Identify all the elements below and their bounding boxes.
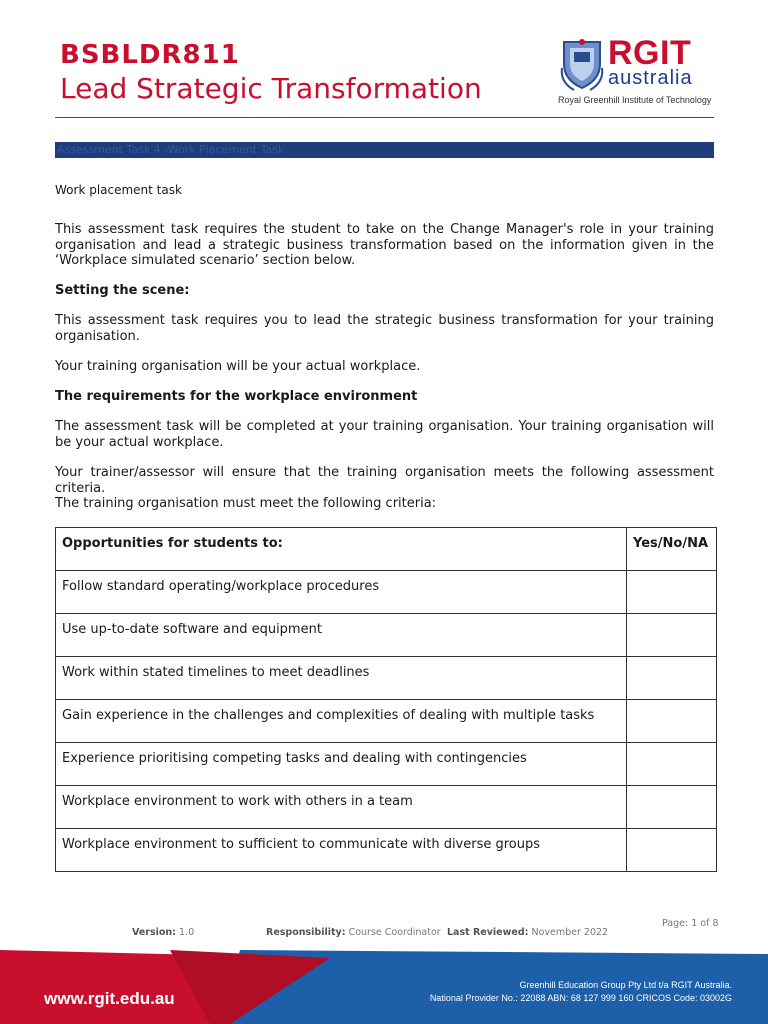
answer-cell[interactable]	[627, 571, 717, 614]
answer-cell[interactable]	[627, 829, 717, 872]
logo-subword: australia	[608, 67, 693, 89]
criterion-cell: Gain experience in the challenges and complexities of dealing with multiple tasks	[56, 700, 627, 743]
section-bar	[55, 142, 714, 158]
website-link[interactable]: www.rgit.edu.au	[44, 989, 175, 1008]
crest-icon	[560, 38, 604, 92]
section-bar-label: Assessment Task 4 -Work Placement Task	[57, 143, 285, 156]
criterion-cell: Work within stated timelines to meet deadlines	[56, 657, 627, 700]
header-opportunities: Opportunities for students to:	[56, 528, 627, 571]
version-value: 1.0	[179, 927, 195, 938]
answer-cell[interactable]	[627, 657, 717, 700]
answer-cell[interactable]	[627, 743, 717, 786]
requirements-paragraph-3: The training organisation must meet the following criteria:	[55, 496, 437, 511]
table-row	[56, 700, 717, 743]
criterion-cell: Follow standard operating/workplace procedures	[56, 571, 627, 614]
criterion-cell: Workplace environment to sufficient to communicate with diverse groups	[56, 829, 627, 872]
responsibility-value: Course Coordinator	[348, 927, 441, 938]
table-row	[56, 829, 717, 872]
table-row	[56, 571, 717, 614]
scene-heading: Setting the scene:	[55, 283, 190, 298]
org-line-2: National Provider No.: 22088 ABN: 68 127 999 160 CRICOS Code: 03002G	[429, 993, 732, 1003]
logo-tagline: Royal Greenhill Institute of Technology	[558, 95, 712, 105]
org-line-1: Greenhill Education Group Pty Ltd t/a RGIT Australia.	[519, 980, 732, 990]
version-label: Version:	[132, 927, 176, 938]
requirements-paragraph-2: Your trainer/assessor will ensure that the training organisation meets the following assessment criteria.	[55, 465, 714, 496]
header-rule	[55, 117, 714, 118]
header-yes-no-na: Yes/No/NA	[627, 528, 717, 571]
answer-cell[interactable]	[627, 700, 717, 743]
answer-cell[interactable]	[627, 786, 717, 829]
page-number: Page: 1 of 8	[662, 918, 719, 929]
unit-code: BSBLDR811	[60, 40, 240, 70]
table-row	[56, 614, 717, 657]
criterion-cell: Use up-to-date software and equipment	[56, 614, 627, 657]
criteria-table	[55, 527, 717, 872]
footer-last-reviewed	[447, 927, 608, 938]
responsibility-label: Responsibility:	[266, 927, 346, 938]
task-heading: Work placement task	[55, 183, 182, 197]
table-header-row	[56, 528, 717, 571]
scene-paragraph-1: This assessment task requires you to lead the strategic business transformation for your training organisation.	[55, 313, 714, 344]
footer-version	[132, 927, 194, 938]
logo-wordmark: RGIT	[608, 34, 692, 72]
scene-paragraph-2: Your training organisation will be your actual workplace.	[55, 359, 421, 374]
unit-title: Lead Strategic Transformation	[60, 72, 482, 105]
criterion-cell: Experience prioritising competing tasks and dealing with contingencies	[56, 743, 627, 786]
rgit-logo	[556, 34, 716, 108]
intro-paragraph: This assessment task requires the student to take on the Change Manager's role in your training organisation and lead a strategic business transformation based on the information given in the ‘Workplace simulated scenario’ section below.	[55, 222, 714, 268]
table-row	[56, 743, 717, 786]
table-row	[56, 657, 717, 700]
table-row	[56, 786, 717, 829]
requirements-paragraph-1: The assessment task will be completed at your training organisation. Your training organisation will be your actual workplace.	[55, 419, 714, 450]
last-reviewed-value: November 2022	[531, 927, 609, 938]
requirements-heading: The requirements for the workplace environment	[55, 389, 418, 404]
last-reviewed-label: Last Reviewed:	[447, 927, 529, 938]
answer-cell[interactable]	[627, 614, 717, 657]
footer-responsibility	[266, 927, 441, 938]
criterion-cell: Workplace environment to work with others in a team	[56, 786, 627, 829]
